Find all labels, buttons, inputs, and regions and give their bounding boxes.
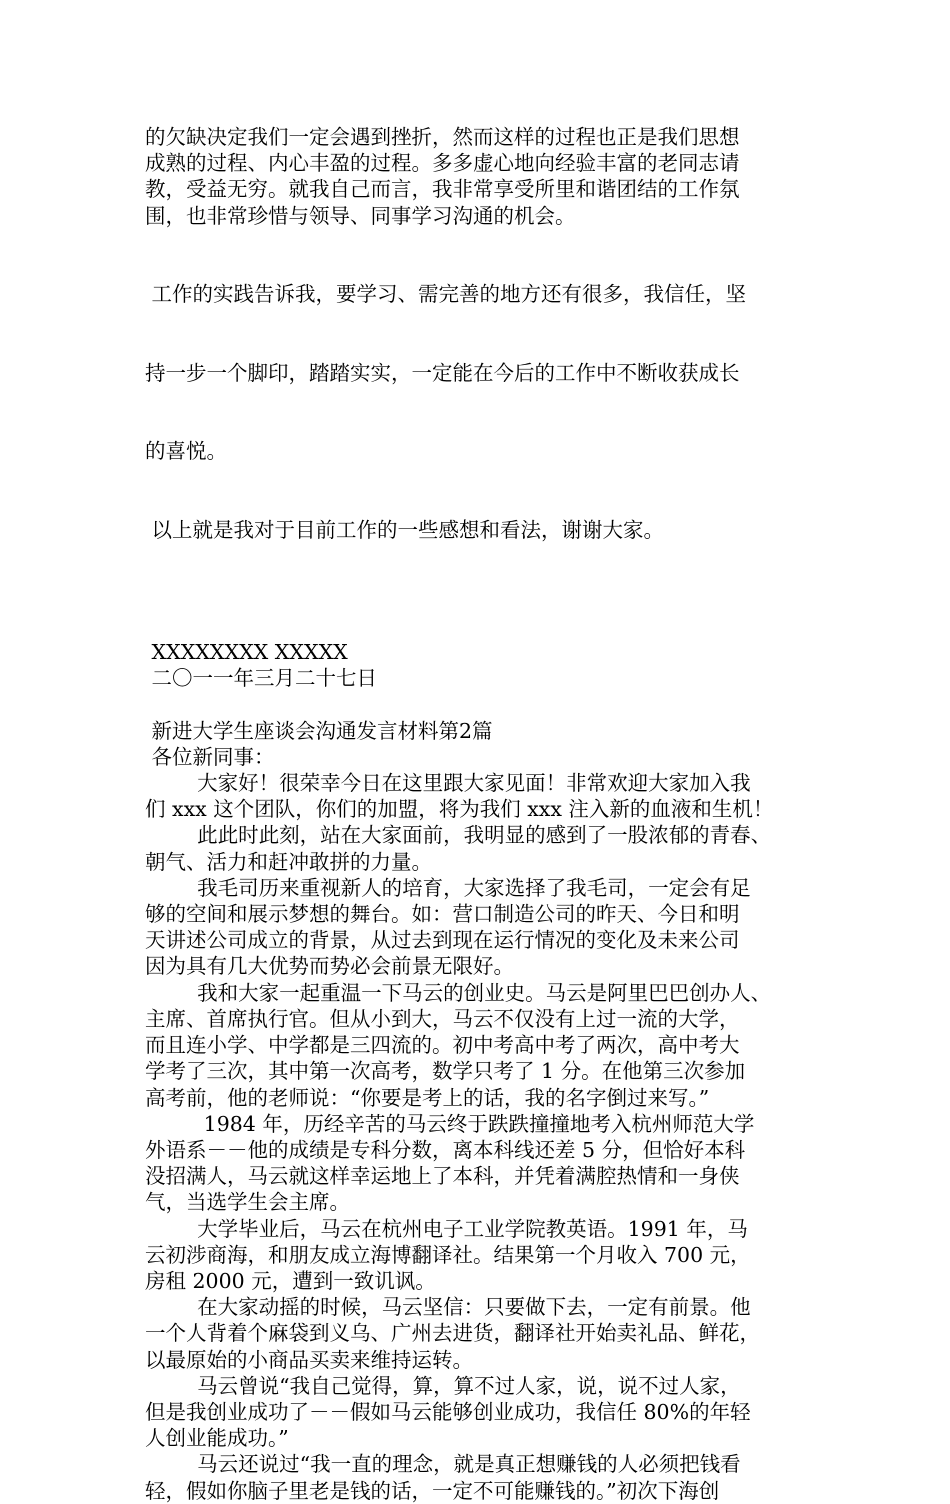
text-line: 而且连小学、中学都是三四流的。初中考高中考了两次，高中考大 bbox=[145, 1033, 740, 1058]
body-paragraph-1 bbox=[145, 770, 825, 822]
text-line: 的欠缺决定我们一定会遇到挫折，然而这样的过程也正是我们思想 bbox=[145, 125, 740, 149]
text-line: 没招满人，马云就这样幸运地上了本科，并凭着满腔热情和一身侠 bbox=[145, 1164, 740, 1189]
text-line: 高考前，他的老师说：“你要是考上的话，我的名字倒过来写。” bbox=[145, 1085, 710, 1110]
text-line: 成熟的过程、内心丰盈的过程。多多虚心地向经验丰富的老同志请 bbox=[145, 151, 740, 176]
spacer bbox=[145, 543, 825, 639]
paragraph-2 bbox=[145, 229, 825, 517]
text-line: 持一步一个脚印，踏踏实实，一定能在今后的工作中不断收获成长 bbox=[145, 360, 740, 385]
text-line: 够的空间和展示梦想的舞台。如：营口制造公司的昨天、今日和明 bbox=[145, 902, 740, 927]
text-line: 但是我创业成功了－－假如马云能够创业成功，我信任 80%的年轻 bbox=[145, 1399, 751, 1424]
text-line: 因为具有几大优势而势必会前景无限好。 bbox=[145, 954, 514, 979]
text-line: 马云曾说“我自己觉得，算，算不过人家，说，说不过人家， bbox=[145, 1373, 741, 1398]
text-line: 们 xxx 这个团队，你们的加盟，将为我们 xxx 注入新的血液和生机！ bbox=[145, 797, 774, 822]
body-paragraph-8 bbox=[145, 1373, 825, 1452]
body-paragraph-3 bbox=[145, 875, 825, 980]
text-line: 学考了三次，其中第一次高考，数学只考了 1 分。在他第三次参加 bbox=[145, 1059, 746, 1084]
text-line: 气，当选学生会主席。 bbox=[145, 1190, 350, 1215]
text-line: 大家好！很荣幸今日在这里跟大家见面！非常欢迎大家加入我 bbox=[145, 771, 751, 796]
body-paragraph-5 bbox=[145, 1111, 825, 1216]
text-line: 在大家动摇的时候，马云坚信：只要做下去，一定有前景。他 bbox=[145, 1295, 751, 1320]
text-line: 以最原始的小商品买卖来维持运转。 bbox=[145, 1347, 473, 1372]
text-line: 工作的实践告诉我，要学习、需完善的地方还有很多，我信任，坚 bbox=[145, 282, 747, 307]
body-paragraph-4 bbox=[145, 980, 825, 1111]
text-line: 云初涉商海，和朋友成立海博翻译社。结果第一个月收入 700 元， bbox=[145, 1242, 751, 1267]
greeting: 各位新同事： bbox=[145, 744, 275, 769]
text-line: 围，也非常珍惜与领导、同事学习沟通的机会。 bbox=[145, 203, 576, 228]
document-page bbox=[145, 124, 825, 1504]
text-line: 马云还说过“我一直的理念，就是真正想赚钱的人必须把钱看 bbox=[145, 1452, 741, 1477]
text-line: 朝气、活力和赶冲敢拼的力量。 bbox=[145, 849, 432, 874]
text-line: 人创业能成功。” bbox=[145, 1426, 289, 1451]
signature-block bbox=[145, 639, 825, 691]
text-line: 我和大家一起重温一下马云的创业史。马云是阿里巴巴创办人、 bbox=[145, 980, 772, 1005]
signature-name: XXXXXXXX XXXXX bbox=[145, 640, 348, 665]
paragraph-1 bbox=[145, 124, 825, 229]
text-line: 1984 年，历经辛苦的马云终于跌跌撞撞地考入杭州师范大学 bbox=[145, 1111, 755, 1136]
text-line: 轻，假如你脑子里老是钱的话，一定不可能赚钱的。”初次下海创 bbox=[145, 1478, 720, 1503]
signature-date: 二〇一一年三月二十七日 bbox=[145, 666, 378, 691]
text-line: 房租 2000 元，遭到一致讥讽。 bbox=[145, 1268, 436, 1293]
section-title bbox=[145, 718, 825, 770]
text-line: 此此时此刻，站在大家面前，我明显的感到了一股浓郁的青春、 bbox=[145, 823, 772, 848]
text-line: 以上就是我对于目前工作的一些感想和看法，谢谢大家。 bbox=[145, 518, 665, 543]
text-line: 教，受益无穷。就我自己而言，我非常享受所里和谐团结的工作氛 bbox=[145, 177, 740, 202]
text-line: 大学毕业后，马云在杭州电子工业学院教英语。1991 年，马 bbox=[145, 1216, 748, 1241]
text-line: 的喜悦。 bbox=[145, 439, 227, 464]
spacer bbox=[145, 692, 825, 718]
text-line: 主席、首席执行官。但从小到大，马云不仅没有上过一流的大学， bbox=[145, 1006, 740, 1031]
body-paragraph-2 bbox=[145, 822, 825, 874]
body-paragraph-7 bbox=[145, 1294, 825, 1373]
text-line: 外语系－－他的成绩是专科分数，离本科线还差 5 分，但恰好本科 bbox=[145, 1137, 746, 1162]
text-line: 我毛司历来重视新人的培育，大家选择了我毛司，一定会有足 bbox=[145, 875, 751, 900]
body-paragraph-9 bbox=[145, 1451, 825, 1503]
document-title: 新进大学生座谈会沟通发言材料第2篇 bbox=[145, 718, 493, 743]
paragraph-3 bbox=[145, 517, 825, 543]
text-line: 天讲述公司成立的背景，从过去到现在运行情况的变化及未来公司 bbox=[145, 928, 740, 953]
body-paragraph-6 bbox=[145, 1216, 825, 1295]
text-line: 一个人背着个麻袋到义乌、广州去进货，翻译社开始卖礼品、鲜花， bbox=[145, 1321, 760, 1346]
